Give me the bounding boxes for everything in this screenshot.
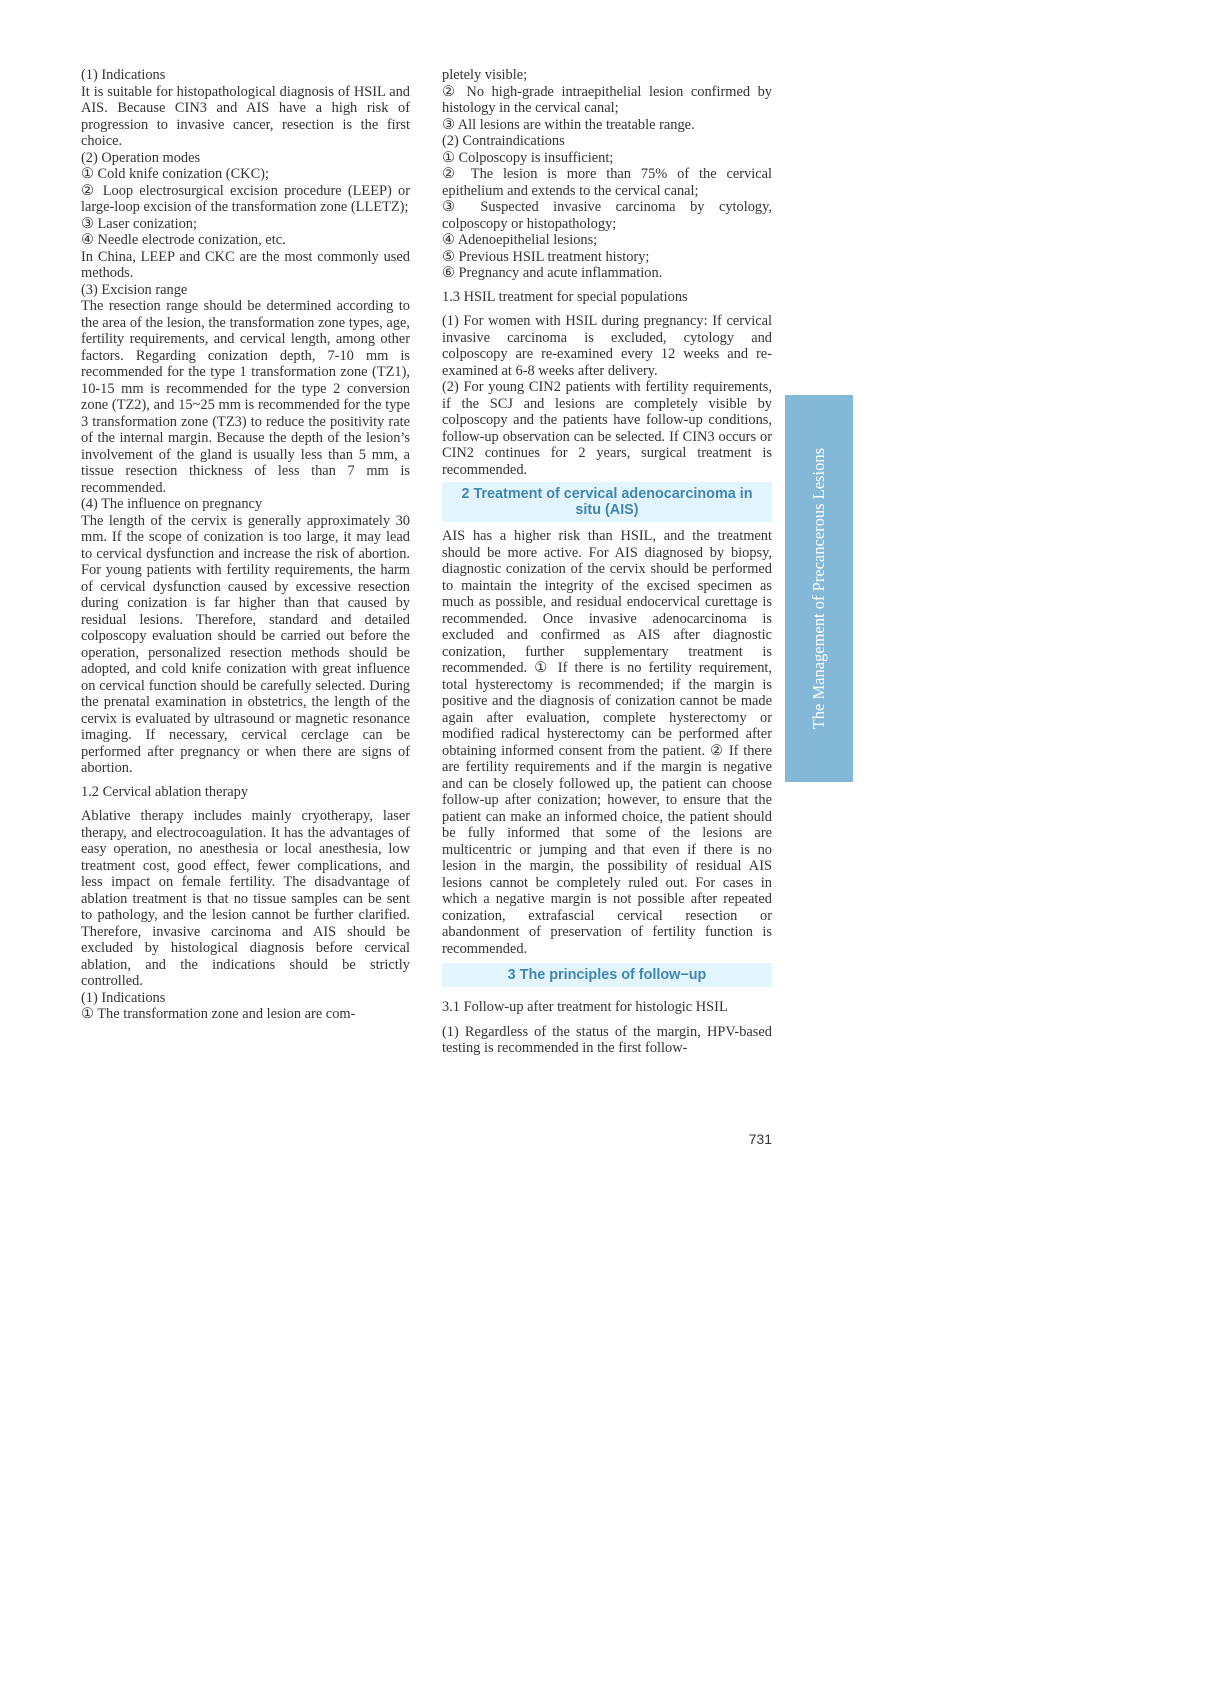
paragraph: ③ Suspected invasive carcinoma by cytology, colposcopy or histopathology; (442, 199, 772, 232)
subsection-heading: 1.3 HSIL treatment for special populations (442, 288, 688, 305)
subsection-heading: 1.2 Cervical ablation therapy (81, 783, 249, 800)
paragraph: ⑤ Previous HSIL treatment history; (442, 248, 650, 265)
paragraph: AIS has a higher risk than HSIL, and the treatment should be more active. For AIS diagnosed by biopsy, diagnostic conization of the cervix should be performed to maintain the integrity of the excised specimen as much as possible, and residual endocervical curettage is recommended. Once invasive adenocarcinoma is excluded and confirmed as AIS after diagnostic conization, further supplementary treatment is recommended. ① If there is no fertility requirement, total hysterectomy is recommended; if the margin is positive and the diagnosis of conization cannot be made again after evaluation, complete hysterectomy or modified radical hysterectomy can be performed after obtaining informed consent from the patient. ② If there are fertility requirements and if the margin is negative and can be closely followed up, the patient can choose follow-up after conization; however, to ensure that the patient can make an informed choice, the patient should be fully informed that some of the lesions are multicentric or jumping and that even if there is no lesion in the margin, the possibility of residual AIS lesions cannot be completely ruled out. For cases in which a negative margin is not possible after repeated conization, extrafascial cervical resection or abandonment of preservation of fertility function is recommended. (442, 528, 772, 957)
paragraph: (3) Excision range (81, 281, 188, 298)
paragraph: (2) Operation modes (81, 149, 201, 166)
paragraph: (1) Regardless of the status of the margin, HPV-based testing is recommended in the first follow- (442, 1023, 772, 1056)
paragraph: ① Cold knife conization (CKC); (81, 166, 269, 182)
paragraph: (4) The influence on pregnancy (81, 496, 263, 512)
right-column (442, 67, 772, 1057)
section-heading: 2 Treatment of cervical adenocarcinoma in situ (AIS) (442, 482, 772, 522)
paragraph: ④ Needle electrode conization, etc. (81, 232, 286, 248)
paragraph: (1) Indications (81, 989, 166, 1006)
paragraph: ① The transformation zone and lesion are com- (81, 1006, 356, 1022)
section-heading: 3 The principles of follow−up (442, 963, 772, 987)
paragraph: (1) For women with HSIL during pregnancy: If cervical invasive carcinoma is excluded, cytology and colposcopy are re-examined every 12 weeks and re-examined at 6-8 weeks after delivery. (442, 313, 772, 379)
page-number: 731 (748, 1131, 772, 1147)
paragraph: It is suitable for histopathological diagnosis of HSIL and AIS. Because CIN3 and AIS have a high risk of progression to invasive cancer, resection is the first choice. (81, 83, 410, 149)
paragraph: ④ Adenoepithelial lesions; (442, 232, 598, 248)
side-tab-label: The Management of Precancerous Lesions (809, 447, 828, 730)
paragraph: Ablative therapy includes mainly cryotherapy, laser therapy, and electrocoagulation. It has the advantages of easy operation, no anesthesia or local anesthesia, low treatment cost, good effect, fewer complications, and less impact on female fertility. The disadvantage of ablation treatment is that no tissue samples can be sent to pathology, and the lesion cannot be further clarified. Therefore, invasive carcinoma and AIS should be excluded by histological diagnosis before cervical ablation, and the indications should be strictly controlled. (81, 808, 410, 989)
paragraph: pletely visible; (442, 67, 528, 83)
paragraph: In China, LEEP and CKC are the most commonly used methods. (81, 248, 410, 281)
paragraph: ② Loop electrosurgical excision procedure (LEEP) or large-loop excision of the transformation zone (LLETZ); (81, 182, 410, 215)
paragraph: ③ All lesions are within the treatable range. (442, 116, 695, 133)
section-side-tab (785, 395, 853, 782)
paragraph: The length of the cervix is generally approximately 30 mm. If the scope of conization is too large, it may lead to cervical dysfunction and increase the risk of abortion. For young patients with fertility requirements, the harm of cervical dysfunction caused by excessive resection during conization is far higher than that caused by residual lesions. Therefore, standard and detailed colposcopy evaluation should be carried out before the operation, personalized resection methods should be adopted, and cold knife conization with great influence on cervical function should be carefully selected. During the prenatal examination in obstetrics, the length of the cervix is evaluated by ultrasound or magnetic resonance imaging. If necessary, cervical cerclage can be performed after pregnancy or when there are signs of abortion. (81, 512, 410, 776)
paragraph: (2) Contraindications (442, 133, 565, 149)
paragraph: ② The lesion is more than 75% of the cervical epithelium and extends to the cervical canal; (442, 166, 772, 199)
paragraph: ⑥ Pregnancy and acute inflammation. (442, 265, 663, 281)
paragraph: ② No high-grade intraepithelial lesion confirmed by histology in the cervical canal; (442, 83, 772, 116)
paragraph: The resection range should be determined according to the area of the lesion, the transformation zone types, age, fertility requirements, and cervical length, among other factors. Regarding conization depth, 7-10 mm is recommended for the type 1 transformation zone (TZ1), 10-15 mm is recommended for the type 2 conversion zone (TZ2), and 15~25 mm is recommended for the type 3 transformation zone (TZ3) to reduce the positivity rate of the internal margin. Because the depth of the lesion’s involvement of the gland is usually less than 5 mm, a tissue resection thickness of less than 7 mm is recommended. (81, 298, 410, 496)
paragraph: (1) Indications (81, 67, 166, 83)
paragraph: ① Colposcopy is insufficient; (442, 149, 614, 166)
paragraph: (2) For young CIN2 patients with fertility requirements, if the SCJ and lesions are completely visible by colposcopy and the patients have follow-up conditions, follow-up observation can be selected. If CIN3 occurs or CIN2 continues for 2 years, surgical treatment is recommended. (442, 379, 772, 478)
subsection-heading: 3.1 Follow-up after treatment for histologic HSIL (442, 999, 728, 1015)
paragraph: ③ Laser conization; (81, 215, 197, 232)
left-column (81, 67, 410, 1023)
